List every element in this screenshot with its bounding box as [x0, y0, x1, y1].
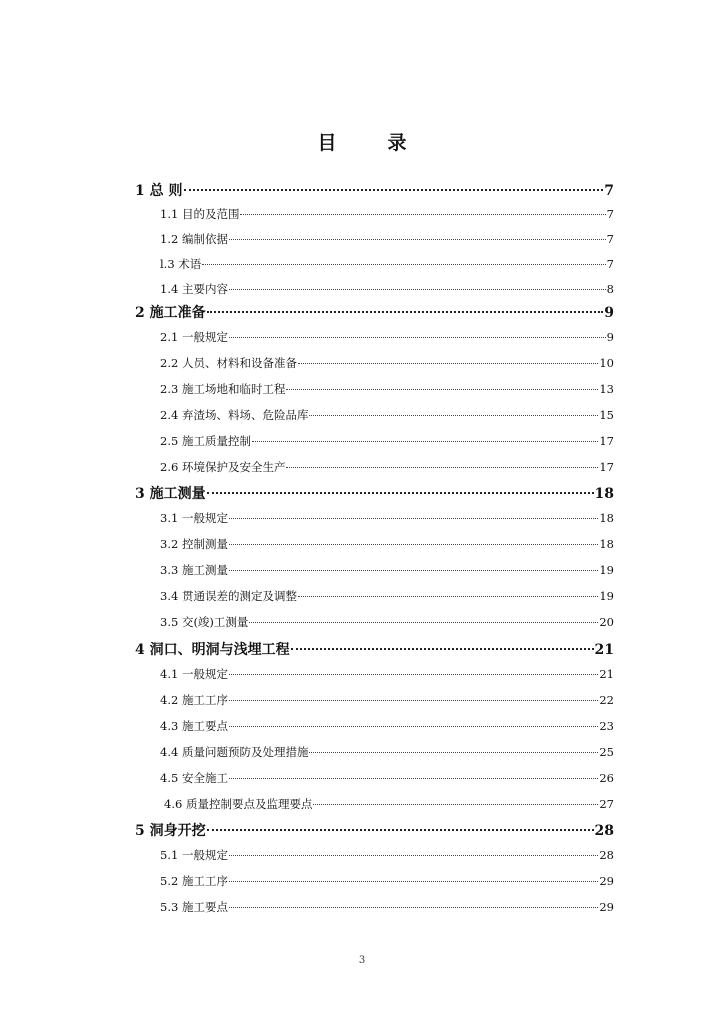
toc-entry-page: 17: [599, 460, 614, 474]
toc-entry[interactable]: [160, 510, 614, 526]
toc-entry-page: 17: [599, 434, 614, 448]
dot-leader: [229, 570, 598, 571]
toc-entry-page: 28: [599, 848, 614, 862]
toc-entry-label: 2 施工准备: [135, 305, 206, 321]
toc-entry-page: 9: [606, 330, 614, 344]
dot-leader: [207, 492, 594, 494]
dot-leader: [229, 518, 598, 519]
dot-leader: [229, 239, 606, 240]
toc-entry[interactable]: [160, 433, 614, 449]
toc-entry[interactable]: [160, 562, 614, 578]
toc-entry-label: 3.1 一般规定: [160, 511, 228, 525]
toc-entry-label: 2.5 施工质量控制: [160, 434, 251, 448]
toc-entry-page: 13: [599, 382, 614, 396]
dot-leader: [184, 189, 604, 191]
toc-entry-page: 18: [599, 537, 614, 551]
toc-entry-page: 7: [606, 207, 614, 221]
dot-leader: [229, 674, 598, 675]
toc-entry-page: 29: [599, 874, 614, 888]
toc-entry-page: 27: [599, 797, 614, 811]
toc-entry-label: 4.2 施工工序: [160, 693, 228, 707]
toc-entry-label: 3.4 贯通误差的测定及调整: [160, 589, 297, 603]
toc-entry-page: 26: [599, 771, 614, 785]
toc-entry[interactable]: [160, 718, 614, 734]
toc-entry-page: 19: [599, 589, 614, 603]
toc-entry-page: 9: [604, 305, 614, 321]
toc-entry[interactable]: [160, 355, 614, 371]
toc-entry[interactable]: [160, 256, 614, 272]
toc-entry-page: 21: [594, 642, 614, 658]
toc-entry[interactable]: [160, 231, 614, 247]
dot-leader: [202, 264, 605, 265]
toc-entry-page: 8: [606, 282, 614, 296]
toc-entry[interactable]: [135, 180, 614, 200]
dot-leader: [207, 829, 594, 831]
toc-entry[interactable]: [160, 873, 614, 889]
page-number: 3: [358, 955, 366, 966]
toc-entry-page: 23: [599, 719, 614, 733]
toc-entry[interactable]: [160, 206, 614, 222]
toc-entry-page: 18: [594, 486, 614, 502]
toc-entry[interactable]: [135, 820, 614, 840]
dot-leader: [298, 363, 598, 364]
dot-leader: [229, 907, 598, 908]
toc-entry-page: 19: [599, 563, 614, 577]
toc-entry[interactable]: [160, 407, 614, 423]
toc-entry[interactable]: [160, 329, 614, 345]
dot-leader: [309, 752, 598, 753]
toc-entry[interactable]: [160, 847, 614, 863]
dot-leader: [229, 544, 598, 545]
dot-leader: [229, 726, 598, 727]
toc-entry-page: 22: [599, 693, 614, 707]
toc-entry-label: 4.1 一般规定: [160, 667, 228, 681]
toc-entry[interactable]: [160, 744, 614, 760]
toc-entry-label: 2.2 人员、材料和设备准备: [160, 356, 297, 370]
dot-leader: [229, 700, 598, 701]
toc-entry-label: 5.2 施工工序: [160, 874, 228, 888]
toc-entry-label: 1.2 编制依据: [160, 232, 228, 246]
toc-entry-label: 4.3 施工要点: [160, 719, 228, 733]
toc-entry-page: 7: [604, 183, 614, 199]
dot-leader: [240, 214, 605, 215]
toc-entry-label: 3.2 控制测量: [160, 537, 228, 551]
toc-entry[interactable]: [160, 770, 614, 786]
page-title: 目 录: [317, 132, 423, 154]
dot-leader: [286, 467, 598, 468]
dot-leader: [291, 648, 594, 650]
dot-leader: [249, 622, 598, 623]
toc-entry[interactable]: [160, 899, 614, 915]
toc-entry[interactable]: [160, 281, 614, 297]
toc-entry-label: 3.3 施工测量: [160, 563, 228, 577]
toc-entry-label: 4.6 质量控制要点及监理要点: [164, 797, 313, 811]
dot-leader: [207, 311, 604, 313]
toc-entry[interactable]: [160, 459, 614, 475]
toc-entry-label: 1.1 目的及范围: [160, 207, 240, 221]
toc-entry-label: 5 洞身开挖: [135, 823, 206, 839]
toc-entry-label: 1 总 则: [135, 183, 183, 199]
toc-entry[interactable]: [160, 536, 614, 552]
toc-entry-label: l.3 术语: [160, 257, 202, 271]
toc-entry-page: 28: [594, 823, 614, 839]
toc-entry-label: 4.5 安全施工: [160, 771, 228, 785]
dot-leader: [229, 337, 606, 338]
toc-entry-label: 5.3 施工要点: [160, 900, 228, 914]
toc-entry[interactable]: [160, 614, 614, 630]
toc-entry-page: 18: [599, 511, 614, 525]
dot-leader: [229, 289, 606, 290]
toc-entry-label: 5.1 一般规定: [160, 848, 228, 862]
dot-leader: [229, 855, 598, 856]
toc-entry-page: 21: [599, 667, 614, 681]
toc-entry-label: 2.3 施工场地和临时工程: [160, 382, 286, 396]
toc-entry[interactable]: [135, 302, 614, 322]
toc-entry[interactable]: [164, 796, 614, 812]
toc-entry[interactable]: [160, 381, 614, 397]
toc-entry-page: 15: [599, 408, 614, 422]
dot-leader: [313, 804, 598, 805]
toc-entry-label: 3 施工测量: [135, 486, 206, 502]
dot-leader: [286, 389, 598, 390]
toc-entry-label: 1.4 主要内容: [160, 282, 228, 296]
toc-entry[interactable]: [160, 666, 614, 682]
toc-entry[interactable]: [135, 483, 614, 503]
toc-entry[interactable]: [160, 588, 614, 604]
toc-entry-label: 4 洞口、明洞与浅埋工程: [135, 642, 290, 658]
dot-leader: [229, 778, 598, 779]
dot-leader: [229, 881, 598, 882]
toc-entry-page: 29: [599, 900, 614, 914]
toc-entry-page: 7: [606, 257, 614, 271]
toc-entry-page: 10: [599, 356, 614, 370]
toc-entry-label: 2.4 弃渣场、料场、危险品库: [160, 408, 309, 422]
toc-entry-page: 25: [599, 745, 614, 759]
toc-entry[interactable]: [160, 692, 614, 708]
toc-entry-label: 3.5 交(竣)工测量: [160, 615, 249, 629]
toc-entry-page: 20: [599, 615, 614, 629]
toc-entry[interactable]: [135, 639, 614, 659]
dot-leader: [309, 415, 598, 416]
dot-leader: [298, 596, 598, 597]
toc-entry-label: 2.1 一般规定: [160, 330, 228, 344]
toc-entry-label: 4.4 质量问题预防及处理措施: [160, 745, 309, 759]
dot-leader: [252, 441, 598, 442]
toc-entry-page: 7: [606, 232, 614, 246]
toc-entry-label: 2.6 环境保护及安全生产: [160, 460, 286, 474]
